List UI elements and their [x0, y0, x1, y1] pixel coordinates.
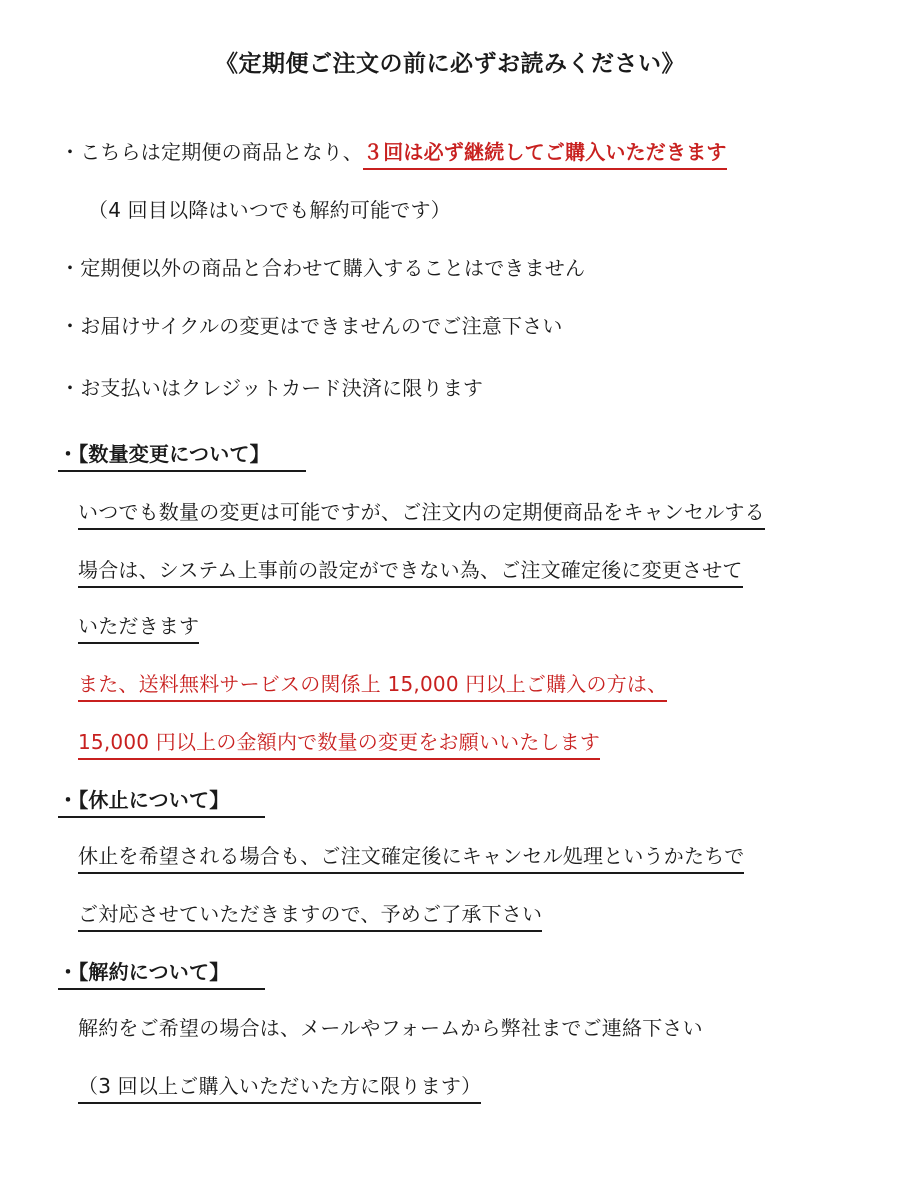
- intro-line-cancel-note: （4 回目以降はいつでも解約可能です）: [88, 198, 451, 222]
- cancel-heading-text: ・【解約について】: [58, 958, 265, 990]
- quantity-line-1: [78, 498, 765, 530]
- pause-heading-text: ・【休止について】: [58, 786, 265, 818]
- intro-line-cycle: ・お届けサイクルの変更はできませんのでご注意下さい: [60, 314, 563, 338]
- pause-line-2: [78, 900, 542, 932]
- quantity-heading-text: ・【数量変更について】: [58, 440, 306, 472]
- quantity-red-line-2: [78, 728, 600, 760]
- cancel-line-2: [78, 1072, 481, 1104]
- intro-line-subscription: [60, 138, 727, 170]
- cancel-line-2-text: （3 回以上ご購入いただいた方に限ります）: [78, 1072, 481, 1104]
- quantity-section-heading: [58, 440, 306, 472]
- quantity-red-line-1-text: また、送料無料サービスの関係上 15,000 円以上ご購入の方は、: [78, 670, 667, 702]
- quantity-red-line-2-text: 15,000 円以上の金額内で数量の変更をお願いいたします: [78, 728, 600, 760]
- quantity-line-2: [78, 556, 743, 588]
- intro-line-payment: ・お支払いはクレジットカード決済に限ります: [60, 376, 484, 400]
- pause-line-2-text: ご対応させていただきますので、予めご了承下さい: [78, 900, 542, 932]
- cancel-line-1: 解約をご希望の場合は、メールやフォームから弊社までご連絡下さい: [78, 1016, 703, 1040]
- quantity-line-2-text: 場合は、システム上事前の設定ができない為、ご注文確定後に変更させて: [78, 556, 743, 588]
- quantity-line-3-text: いただきます: [78, 612, 199, 644]
- intro-line-highlight: ３回は必ず継続してご購入いただきます: [363, 138, 727, 170]
- pause-section-heading: [58, 786, 265, 818]
- pause-line-1: [78, 842, 744, 874]
- intro-line-no-combine: ・定期便以外の商品と合わせて購入することはできません: [60, 256, 586, 280]
- pause-line-1-text: 休止を希望される場合も、ご注文確定後にキャンセル処理というかたちで: [78, 842, 744, 874]
- quantity-red-line-1: [78, 670, 667, 702]
- cancel-section-heading: [58, 958, 265, 990]
- page-title: 《定期便ご注文の前に必ずお読みください》: [215, 51, 685, 77]
- quantity-line-1-text: いつでも数量の変更は可能ですが、ご注文内の定期便商品をキャンセルする: [78, 498, 765, 530]
- quantity-line-3: [78, 612, 199, 644]
- intro-line-prefix: ・こちらは定期便の商品となり、: [60, 140, 363, 164]
